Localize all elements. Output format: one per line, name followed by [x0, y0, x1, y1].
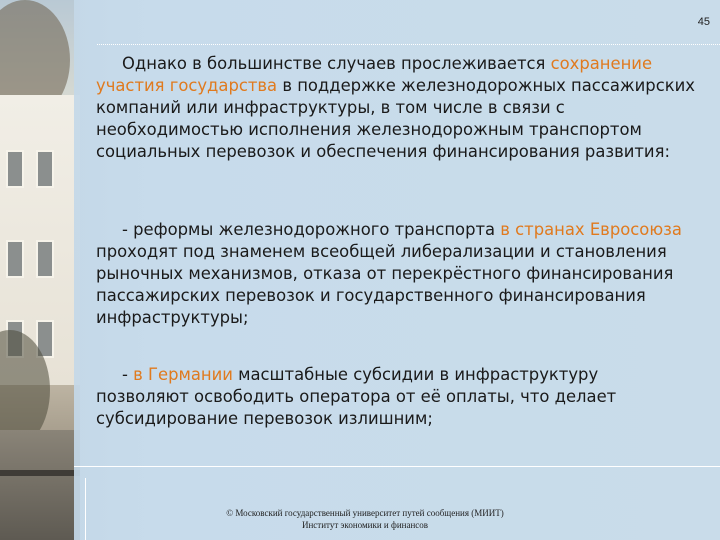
- paragraph-state-participation: [96, 53, 696, 163]
- header-divider: [97, 44, 720, 45]
- page-number: 45: [697, 16, 710, 28]
- paragraph-text: Однако в большинстве случаев прослеживается: [122, 54, 551, 73]
- building-window: [6, 240, 24, 278]
- footer-divider: [74, 466, 720, 467]
- paragraph-text: масштабные субсидии в инфраструктуру позволяют освободить оператора от её оплаты, что делает субсидирование перевозок излишним;: [96, 365, 617, 428]
- paragraph-text: -: [122, 365, 134, 384]
- paragraph-text: - реформы железнодорожного транспорта: [122, 220, 501, 239]
- street-fence: [0, 470, 80, 476]
- building-window: [6, 150, 24, 188]
- background-building-photo: [0, 0, 80, 540]
- highlighted-phrase: в Германии: [133, 365, 233, 384]
- paragraph-germany: [96, 364, 696, 430]
- highlighted-phrase: сохранение участия государства: [96, 54, 653, 95]
- paragraph-text: в поддержке железнодорожных пассажирских компаний или инфраструктуры, в том числе в связи с необходимостью исполнения железнодорожным транспортом социальных перевозок и обеспечения финансирования развития:: [96, 76, 695, 161]
- paragraph-eu-reforms: [96, 219, 696, 329]
- footer-university: © Московский государственный университет путей сообщения (МИИТ): [226, 508, 504, 518]
- paragraph-text: проходят под знаменем всеобщей либерализации и становления рыночных механизмов, отказа от перекрёстного финансирования пассажирских перевозок и государственного финансирования инфраструктуры;: [96, 242, 674, 327]
- building-window: [36, 150, 54, 188]
- street-ground: [0, 430, 80, 540]
- building-window: [36, 240, 54, 278]
- footer-institute: Институт экономики и финансов: [301, 520, 429, 530]
- footer-credits: [200, 507, 530, 531]
- highlighted-phrase: в странах Евросоюза: [500, 220, 682, 239]
- footer-vertical-line: [85, 478, 86, 540]
